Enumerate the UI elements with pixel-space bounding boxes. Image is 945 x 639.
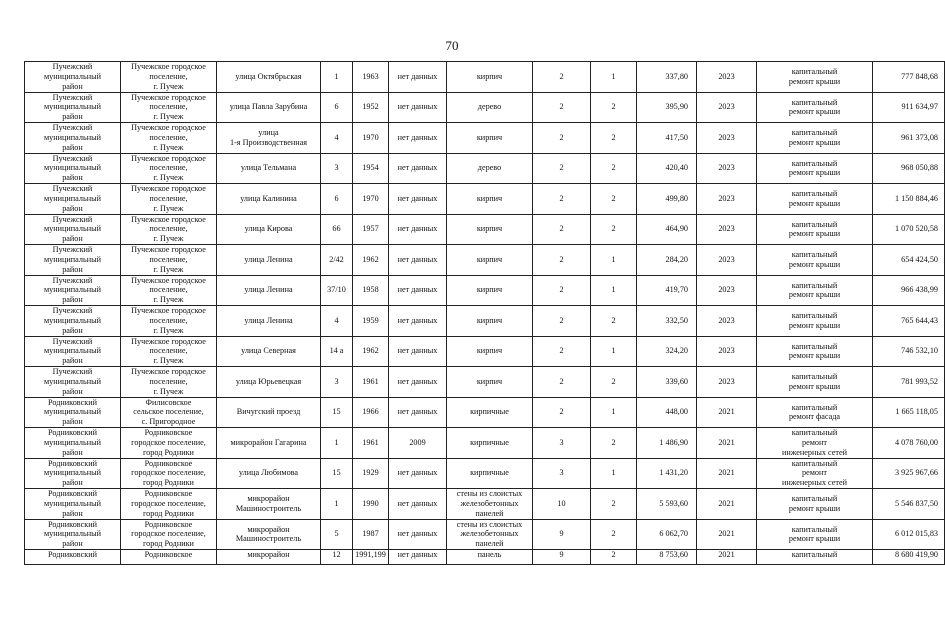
- overhaul-year-cell: нет данных: [389, 123, 447, 154]
- street-cell: улица Октябрьская: [217, 62, 321, 93]
- cost-cell: 6 012 015,83: [873, 519, 945, 550]
- district-cell: Пучежский муниципальный район: [25, 214, 121, 245]
- floors-cell: 2: [533, 184, 591, 215]
- house-number-cell: 3: [321, 367, 353, 398]
- settlement-cell: Родниковское городское поселение, город Родники: [121, 458, 217, 489]
- overhaul-year-cell: нет данных: [389, 245, 447, 276]
- house-number-cell: 5: [321, 519, 353, 550]
- street-cell: Вичугский проезд: [217, 397, 321, 428]
- overhaul-year-cell: нет данных: [389, 397, 447, 428]
- street-cell: улица Калинина: [217, 184, 321, 215]
- table-row: [25, 245, 945, 276]
- entrances-cell: 2: [591, 92, 637, 123]
- district-cell: Родниковский муниципальный район: [25, 428, 121, 459]
- wall-material-cell: кирпич: [447, 62, 533, 93]
- work-type-cell: капитальный ремонт крыши: [757, 62, 873, 93]
- floors-cell: 2: [533, 275, 591, 306]
- settlement-cell: Родниковское городское поселение, город Родники: [121, 519, 217, 550]
- plan-year-cell: 2023: [697, 184, 757, 215]
- overhaul-year-cell: нет данных: [389, 367, 447, 398]
- entrances-cell: 2: [591, 367, 637, 398]
- entrances-cell: 1: [591, 458, 637, 489]
- overhaul-year-cell: нет данных: [389, 489, 447, 520]
- entrances-cell: 1: [591, 397, 637, 428]
- settlement-cell: Пучежское городское поселение, г. Пучеж: [121, 275, 217, 306]
- house-number-cell: 12: [321, 550, 353, 565]
- house-number-cell: 14 а: [321, 336, 353, 367]
- cost-cell: 746 532,10: [873, 336, 945, 367]
- settlement-cell: Родниковское: [121, 550, 217, 565]
- plan-year-cell: 2023: [697, 92, 757, 123]
- entrances-cell: 1: [591, 275, 637, 306]
- entrances-cell: 2: [591, 214, 637, 245]
- overhaul-year-cell: нет данных: [389, 550, 447, 565]
- area-cell: 324,20: [637, 336, 697, 367]
- overhaul-year-cell: 2009: [389, 428, 447, 459]
- entrances-cell: 1: [591, 62, 637, 93]
- year-built-cell: 1991,199: [353, 550, 389, 565]
- table-row: [25, 123, 945, 154]
- overhaul-year-cell: нет данных: [389, 214, 447, 245]
- house-number-cell: 1: [321, 428, 353, 459]
- wall-material-cell: кирпич: [447, 123, 533, 154]
- wall-material-cell: кирпичные: [447, 397, 533, 428]
- overhaul-year-cell: нет данных: [389, 336, 447, 367]
- overhaul-year-cell: нет данных: [389, 519, 447, 550]
- plan-year-cell: 2023: [697, 123, 757, 154]
- table-row: [25, 336, 945, 367]
- house-number-cell: 1: [321, 489, 353, 520]
- entrances-cell: 2: [591, 123, 637, 154]
- area-cell: 332,50: [637, 306, 697, 337]
- table-row: [25, 428, 945, 459]
- wall-material-cell: кирпич: [447, 245, 533, 276]
- floors-cell: 2: [533, 214, 591, 245]
- entrances-cell: 1: [591, 336, 637, 367]
- cost-cell: 966 438,99: [873, 275, 945, 306]
- cost-cell: 1 150 884,46: [873, 184, 945, 215]
- house-number-cell: 6: [321, 92, 353, 123]
- district-cell: Пучежский муниципальный район: [25, 306, 121, 337]
- cost-cell: 4 078 760,00: [873, 428, 945, 459]
- district-cell: Родниковский муниципальный район: [25, 519, 121, 550]
- cost-cell: 765 644,43: [873, 306, 945, 337]
- work-type-cell: капитальный ремонт инженерных сетей: [757, 428, 873, 459]
- wall-material-cell: кирпичные: [447, 428, 533, 459]
- area-cell: 8 753,60: [637, 550, 697, 565]
- wall-material-cell: дерево: [447, 153, 533, 184]
- house-number-cell: 15: [321, 397, 353, 428]
- work-type-cell: капитальный ремонт крыши: [757, 153, 873, 184]
- table-row: [25, 550, 945, 565]
- table-row: [25, 92, 945, 123]
- street-cell: улица Ленина: [217, 275, 321, 306]
- district-cell: Родниковский муниципальный район: [25, 458, 121, 489]
- overhaul-year-cell: нет данных: [389, 275, 447, 306]
- plan-year-cell: 2023: [697, 367, 757, 398]
- area-cell: 464,90: [637, 214, 697, 245]
- area-cell: 420,40: [637, 153, 697, 184]
- overhaul-year-cell: нет данных: [389, 62, 447, 93]
- year-built-cell: 1961: [353, 428, 389, 459]
- settlement-cell: Пучежское городское поселение, г. Пучеж: [121, 184, 217, 215]
- entrances-cell: 2: [591, 184, 637, 215]
- street-cell: микрорайон Гагарина: [217, 428, 321, 459]
- year-built-cell: 1952: [353, 92, 389, 123]
- area-cell: 1 431,20: [637, 458, 697, 489]
- overhaul-year-cell: нет данных: [389, 458, 447, 489]
- entrances-cell: 2: [591, 519, 637, 550]
- year-built-cell: 1962: [353, 245, 389, 276]
- overhaul-year-cell: нет данных: [389, 92, 447, 123]
- work-type-cell: капитальный ремонт крыши: [757, 367, 873, 398]
- floors-cell: 2: [533, 245, 591, 276]
- floors-cell: 2: [533, 336, 591, 367]
- buildings-table: [24, 61, 945, 565]
- settlement-cell: Родниковское городское поселение, город Родники: [121, 489, 217, 520]
- floors-cell: 3: [533, 428, 591, 459]
- plan-year-cell: 2021: [697, 519, 757, 550]
- work-type-cell: капитальный ремонт крыши: [757, 336, 873, 367]
- page-number: 70: [445, 38, 459, 53]
- wall-material-cell: стены из слоистых железобетонных панелей: [447, 489, 533, 520]
- settlement-cell: Пучежское городское поселение, г. Пучеж: [121, 92, 217, 123]
- wall-material-cell: кирпич: [447, 306, 533, 337]
- area-cell: 6 062,70: [637, 519, 697, 550]
- settlement-cell: Родниковское городское поселение, город Родники: [121, 428, 217, 459]
- street-cell: улица Тельмана: [217, 153, 321, 184]
- wall-material-cell: кирпич: [447, 214, 533, 245]
- overhaul-year-cell: нет данных: [389, 153, 447, 184]
- plan-year-cell: 2023: [697, 306, 757, 337]
- year-built-cell: 1990: [353, 489, 389, 520]
- district-cell: Родниковский муниципальный район: [25, 489, 121, 520]
- house-number-cell: 1: [321, 62, 353, 93]
- plan-year-cell: 2023: [697, 62, 757, 93]
- house-number-cell: 4: [321, 306, 353, 337]
- table-row: [25, 489, 945, 520]
- street-cell: улица Северная: [217, 336, 321, 367]
- house-number-cell: 6: [321, 184, 353, 215]
- work-type-cell: капитальный ремонт фасада: [757, 397, 873, 428]
- year-built-cell: 1961: [353, 367, 389, 398]
- wall-material-cell: стены из слоистых железобетонных панелей: [447, 519, 533, 550]
- settlement-cell: Пучежское городское поселение, г. Пучеж: [121, 153, 217, 184]
- area-cell: 339,60: [637, 367, 697, 398]
- plan-year-cell: 2023: [697, 275, 757, 306]
- street-cell: улица Любимова: [217, 458, 321, 489]
- work-type-cell: капитальный ремонт крыши: [757, 123, 873, 154]
- street-cell: улица Ленина: [217, 245, 321, 276]
- wall-material-cell: панель: [447, 550, 533, 565]
- cost-cell: 961 373,08: [873, 123, 945, 154]
- entrances-cell: 2: [591, 428, 637, 459]
- area-cell: 5 593,60: [637, 489, 697, 520]
- street-cell: улица 1-я Производственная: [217, 123, 321, 154]
- area-cell: 499,80: [637, 184, 697, 215]
- area-cell: 417,50: [637, 123, 697, 154]
- street-cell: улица Ленина: [217, 306, 321, 337]
- street-cell: микрорайон Машиностроитель: [217, 519, 321, 550]
- cost-cell: 781 993,52: [873, 367, 945, 398]
- settlement-cell: Пучежское городское поселение, г. Пучеж: [121, 306, 217, 337]
- district-cell: Родниковский: [25, 550, 121, 565]
- plan-year-cell: 2021: [697, 458, 757, 489]
- floors-cell: 9: [533, 519, 591, 550]
- work-type-cell: капитальный ремонт крыши: [757, 184, 873, 215]
- district-cell: Пучежский муниципальный район: [25, 367, 121, 398]
- work-type-cell: капитальный ремонт инженерных сетей: [757, 458, 873, 489]
- district-cell: Пучежский муниципальный район: [25, 275, 121, 306]
- house-number-cell: 3: [321, 153, 353, 184]
- year-built-cell: 1929: [353, 458, 389, 489]
- wall-material-cell: кирпич: [447, 336, 533, 367]
- table-row: [25, 214, 945, 245]
- work-type-cell: капитальный ремонт крыши: [757, 92, 873, 123]
- settlement-cell: Пучежское городское поселение, г. Пучеж: [121, 62, 217, 93]
- year-built-cell: 1954: [353, 153, 389, 184]
- cost-cell: 654 424,50: [873, 245, 945, 276]
- district-cell: Пучежский муниципальный район: [25, 245, 121, 276]
- floors-cell: 10: [533, 489, 591, 520]
- house-number-cell: 2/42: [321, 245, 353, 276]
- district-cell: Пучежский муниципальный район: [25, 336, 121, 367]
- table-row: [25, 153, 945, 184]
- work-type-cell: капитальный ремонт крыши: [757, 275, 873, 306]
- district-cell: Пучежский муниципальный район: [25, 123, 121, 154]
- cost-cell: 968 050,88: [873, 153, 945, 184]
- settlement-cell: Пучежское городское поселение, г. Пучеж: [121, 367, 217, 398]
- district-cell: Пучежский муниципальный район: [25, 92, 121, 123]
- year-built-cell: 1966: [353, 397, 389, 428]
- floors-cell: 2: [533, 92, 591, 123]
- cost-cell: 1 665 118,05: [873, 397, 945, 428]
- work-type-cell: капитальный ремонт крыши: [757, 519, 873, 550]
- cost-cell: 5 546 837,50: [873, 489, 945, 520]
- area-cell: 395,90: [637, 92, 697, 123]
- floors-cell: 2: [533, 153, 591, 184]
- plan-year-cell: 2023: [697, 214, 757, 245]
- year-built-cell: 1958: [353, 275, 389, 306]
- street-cell: улица Павла Зарубина: [217, 92, 321, 123]
- table-row: [25, 458, 945, 489]
- cost-cell: 3 925 967,66: [873, 458, 945, 489]
- district-cell: Пучежский муниципальный район: [25, 153, 121, 184]
- table-row: [25, 62, 945, 93]
- district-cell: Пучежский муниципальный район: [25, 184, 121, 215]
- street-cell: микрорайон: [217, 550, 321, 565]
- work-type-cell: капитальный ремонт крыши: [757, 306, 873, 337]
- house-number-cell: 66: [321, 214, 353, 245]
- district-cell: Пучежский муниципальный район: [25, 62, 121, 93]
- year-built-cell: 1987: [353, 519, 389, 550]
- settlement-cell: Филисовское сельское поселение, с. Пригородное: [121, 397, 217, 428]
- area-cell: 337,80: [637, 62, 697, 93]
- street-cell: микрорайон Машиностроитель: [217, 489, 321, 520]
- floors-cell: 2: [533, 367, 591, 398]
- plan-year-cell: 2021: [697, 428, 757, 459]
- entrances-cell: 2: [591, 489, 637, 520]
- house-number-cell: 4: [321, 123, 353, 154]
- settlement-cell: Пучежское городское поселение, г. Пучеж: [121, 245, 217, 276]
- street-cell: улица Юрьевецкая: [217, 367, 321, 398]
- floors-cell: 2: [533, 62, 591, 93]
- table-row: [25, 306, 945, 337]
- area-cell: 284,20: [637, 245, 697, 276]
- area-cell: 1 486,90: [637, 428, 697, 459]
- plan-year-cell: 2021: [697, 489, 757, 520]
- floors-cell: 3: [533, 458, 591, 489]
- plan-year-cell: 2023: [697, 336, 757, 367]
- year-built-cell: 1959: [353, 306, 389, 337]
- district-cell: Родниковский муниципальный район: [25, 397, 121, 428]
- wall-material-cell: кирпичные: [447, 458, 533, 489]
- table-row: [25, 367, 945, 398]
- wall-material-cell: кирпич: [447, 184, 533, 215]
- cost-cell: 1 070 520,58: [873, 214, 945, 245]
- wall-material-cell: кирпич: [447, 275, 533, 306]
- floors-cell: 9: [533, 550, 591, 565]
- settlement-cell: Пучежское городское поселение, г. Пучеж: [121, 214, 217, 245]
- area-cell: 419,70: [637, 275, 697, 306]
- table-row: [25, 275, 945, 306]
- overhaul-year-cell: нет данных: [389, 184, 447, 215]
- table-row: [25, 184, 945, 215]
- year-built-cell: 1957: [353, 214, 389, 245]
- year-built-cell: 1970: [353, 184, 389, 215]
- floors-cell: 2: [533, 306, 591, 337]
- plan-year-cell: 2021: [697, 397, 757, 428]
- year-built-cell: 1962: [353, 336, 389, 367]
- year-built-cell: 1970: [353, 123, 389, 154]
- year-built-cell: 1963: [353, 62, 389, 93]
- entrances-cell: 2: [591, 153, 637, 184]
- table-row: [25, 519, 945, 550]
- cost-cell: 911 634,97: [873, 92, 945, 123]
- floors-cell: 2: [533, 397, 591, 428]
- entrances-cell: 2: [591, 306, 637, 337]
- work-type-cell: капитальный ремонт крыши: [757, 214, 873, 245]
- work-type-cell: капитальный: [757, 550, 873, 565]
- plan-year-cell: 2023: [697, 153, 757, 184]
- overhaul-year-cell: нет данных: [389, 306, 447, 337]
- cost-cell: 8 680 419,90: [873, 550, 945, 565]
- entrances-cell: 2: [591, 550, 637, 565]
- street-cell: улица Кирова: [217, 214, 321, 245]
- plan-year-cell: 2021: [697, 550, 757, 565]
- table-row: [25, 397, 945, 428]
- settlement-cell: Пучежское городское поселение, г. Пучеж: [121, 123, 217, 154]
- settlement-cell: Пучежское городское поселение, г. Пучеж: [121, 336, 217, 367]
- cost-cell: 777 848,68: [873, 62, 945, 93]
- work-type-cell: капитальный ремонт крыши: [757, 489, 873, 520]
- wall-material-cell: дерево: [447, 92, 533, 123]
- house-number-cell: 15: [321, 458, 353, 489]
- wall-material-cell: кирпич: [447, 367, 533, 398]
- plan-year-cell: 2023: [697, 245, 757, 276]
- entrances-cell: 1: [591, 245, 637, 276]
- floors-cell: 2: [533, 123, 591, 154]
- area-cell: 448,00: [637, 397, 697, 428]
- house-number-cell: 37/10: [321, 275, 353, 306]
- work-type-cell: капитальный ремонт крыши: [757, 245, 873, 276]
